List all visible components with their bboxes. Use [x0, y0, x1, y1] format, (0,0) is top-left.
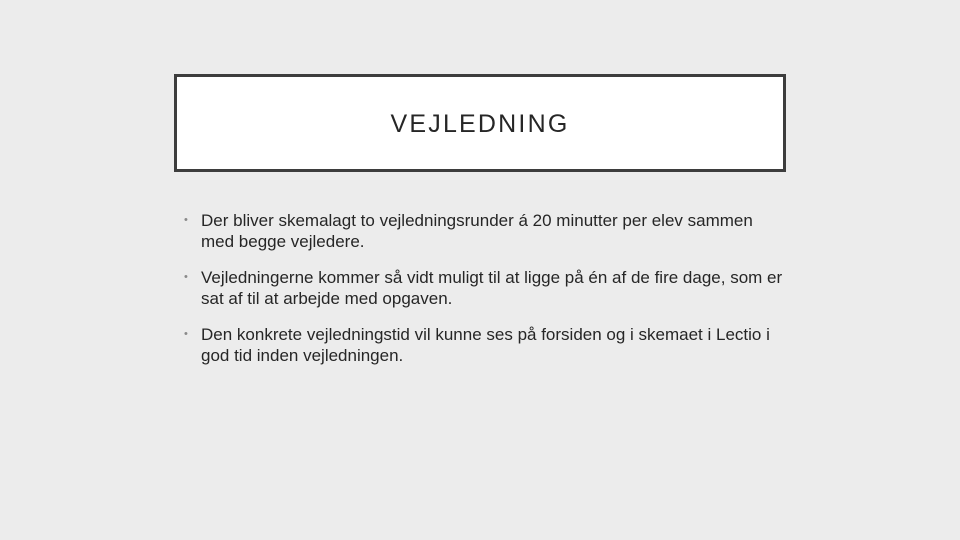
bullet-text: Den konkrete vejledningstid vil kunne ses på forsiden og i skemaet i Lectio i god tid inden vejledningen.	[201, 325, 770, 365]
bullet-item	[166, 210, 786, 252]
bullet-text: Der bliver skemalagt to vejledningsrunder á 20 minutter per elev sammen med begge vejledere.	[201, 211, 753, 251]
bullet-icon: •	[184, 328, 188, 340]
bullet-list	[166, 210, 786, 381]
bullet-icon: •	[184, 214, 188, 226]
title-box	[174, 74, 786, 172]
bullet-icon: •	[184, 271, 188, 283]
bullet-text: Vejledningerne kommer så vidt muligt til at ligge på én af de fire dage, som er sat af til at arbejde med opgaven.	[201, 268, 783, 308]
bullet-item	[166, 324, 786, 366]
bullet-item	[166, 267, 786, 309]
slide-title: VEJLEDNING	[390, 109, 570, 138]
